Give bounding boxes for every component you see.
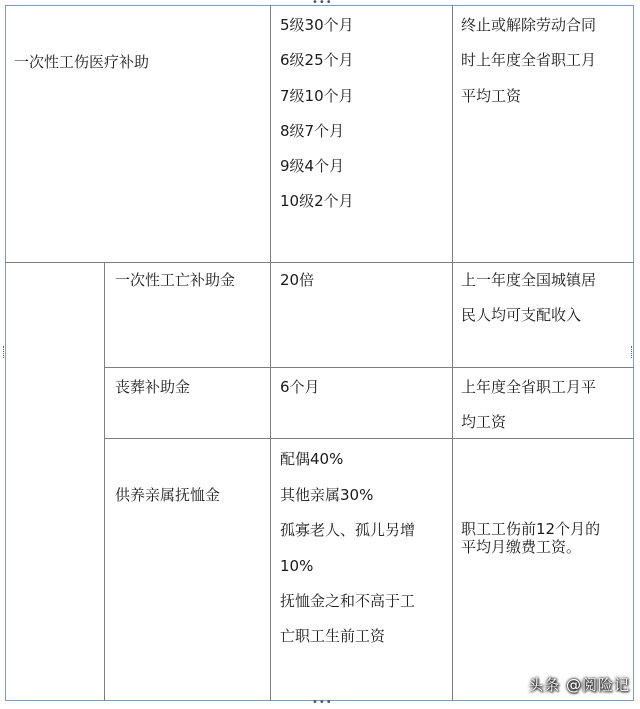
row4-standard-line: 抚恤金之和不高于工 <box>280 592 416 610</box>
row3-label: 丧葬补助金 <box>115 378 191 396</box>
grid-line <box>452 5 453 701</box>
row4-standard-line: 孤寡老人、孤儿另增 <box>280 521 416 539</box>
row2-label: 一次性工亡补助金 <box>115 271 236 289</box>
row4-standard-line: 配偶40% <box>280 450 344 468</box>
row3-base-line: 上年度全省职工月平 <box>461 378 597 396</box>
row4-standard-line: 亡职工生前工资 <box>280 627 386 645</box>
right-resize-handle[interactable] <box>631 346 636 358</box>
row4-base-line: 职工工伤前12个月的 <box>461 520 601 538</box>
watermark: 头条 @阅险记 <box>528 676 630 694</box>
row4-standard-line: 其他亲属30% <box>280 486 374 504</box>
row1-standard-line: 8级7个月 <box>280 122 345 140</box>
left-resize-handle[interactable] <box>3 346 8 358</box>
grid-line <box>104 367 634 368</box>
row2-base-line: 民人均可支配收入 <box>461 306 582 324</box>
bottom-resize-handle[interactable]: ••• <box>312 697 333 708</box>
row1-label: 一次性工伤医疗补助 <box>14 53 150 71</box>
row1-base-line: 平均工资 <box>461 87 522 105</box>
row2-base-line: 上一年度全国城镇居 <box>461 271 597 289</box>
grid-line <box>104 438 634 439</box>
row1-standard-line: 6级25个月 <box>280 51 354 69</box>
top-resize-handle[interactable]: ••• <box>312 0 333 8</box>
row1-base-line: 时上年度全省职工月 <box>461 51 597 69</box>
row4-standard-line: 10% <box>280 557 314 575</box>
row2-standard: 20倍 <box>280 271 315 289</box>
row1-standard-line: 7级10个月 <box>280 87 354 105</box>
row1-standard-line: 5级30个月 <box>280 16 354 34</box>
row1-base-line: 终止或解除劳动合同 <box>461 16 597 34</box>
grid-line <box>5 262 634 263</box>
grid-line <box>270 5 271 701</box>
row1-standard-line: 10级2个月 <box>280 192 354 210</box>
row3-base-line: 均工资 <box>461 413 507 431</box>
row1-standard-line: 9级4个月 <box>280 157 345 175</box>
row3-standard: 6个月 <box>280 378 320 396</box>
grid-line <box>104 262 105 701</box>
row4-base-line: 平均月缴费工资。 <box>461 538 582 556</box>
row4-label: 供养亲属抚恤金 <box>115 486 221 504</box>
